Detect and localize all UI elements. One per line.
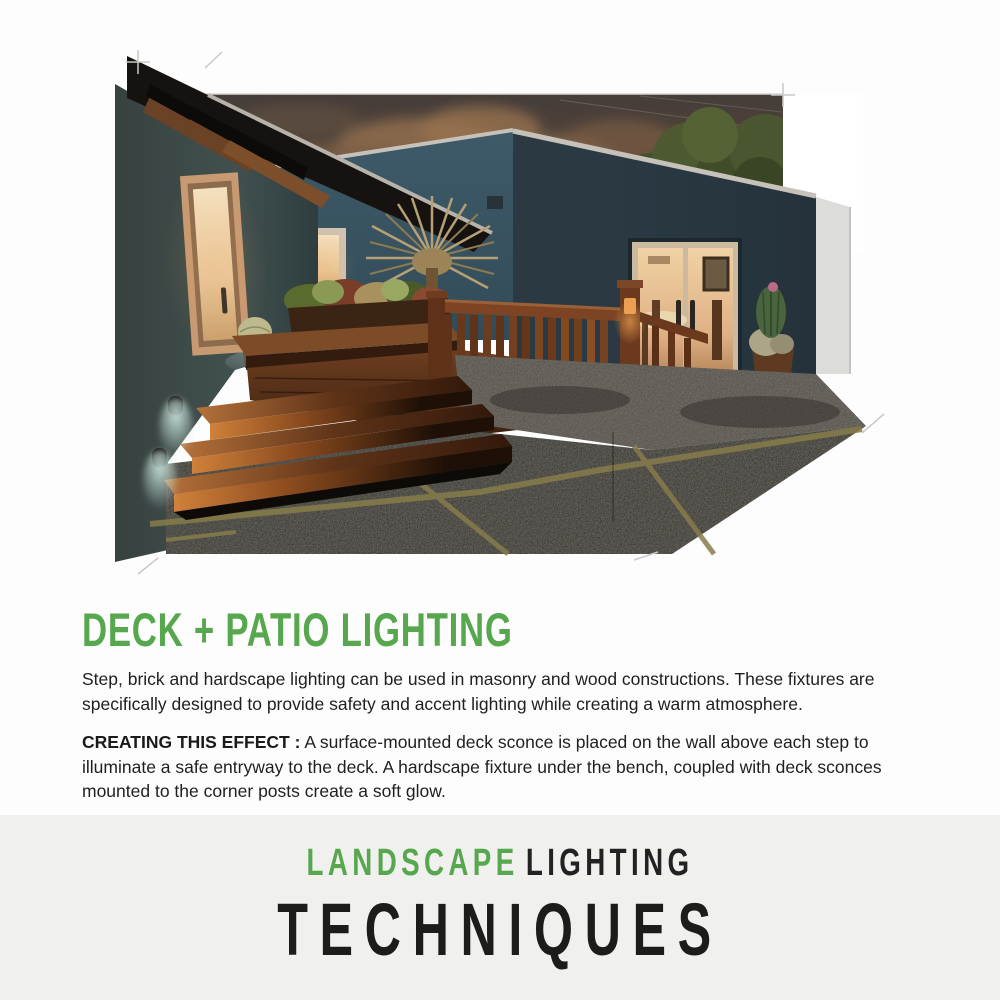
- intro-paragraph: Step, brick and hardscape lighting can be used in masonry and wood constructions. These fixtures are specifically designed to provide safety and accent lighting while creating a warm atmosphere.: [82, 669, 875, 714]
- section-heading: DECK + PATIO LIGHTING: [82, 603, 513, 656]
- gray-slab: [816, 197, 850, 374]
- effect-text: A surface-mounted deck sconce is placed on the wall above each step to illuminate a safe entryway to the deck. A hardscape fixture under the bench, coupled with deck sconces mounted to the corner posts create a soft glow.: [82, 731, 882, 802]
- effect-paragraph: [82, 730, 932, 805]
- effect-label: CREATING THIS EFFECT :: [82, 731, 301, 752]
- brand-line: [135, 842, 865, 885]
- brand-landscape: LANDSCAPE: [306, 842, 519, 884]
- footer-title: TECHNIQUES: [277, 888, 723, 971]
- brand-lighting: LIGHTING: [525, 842, 694, 884]
- brand-footer: [0, 815, 1000, 1000]
- description-section: [82, 602, 932, 817]
